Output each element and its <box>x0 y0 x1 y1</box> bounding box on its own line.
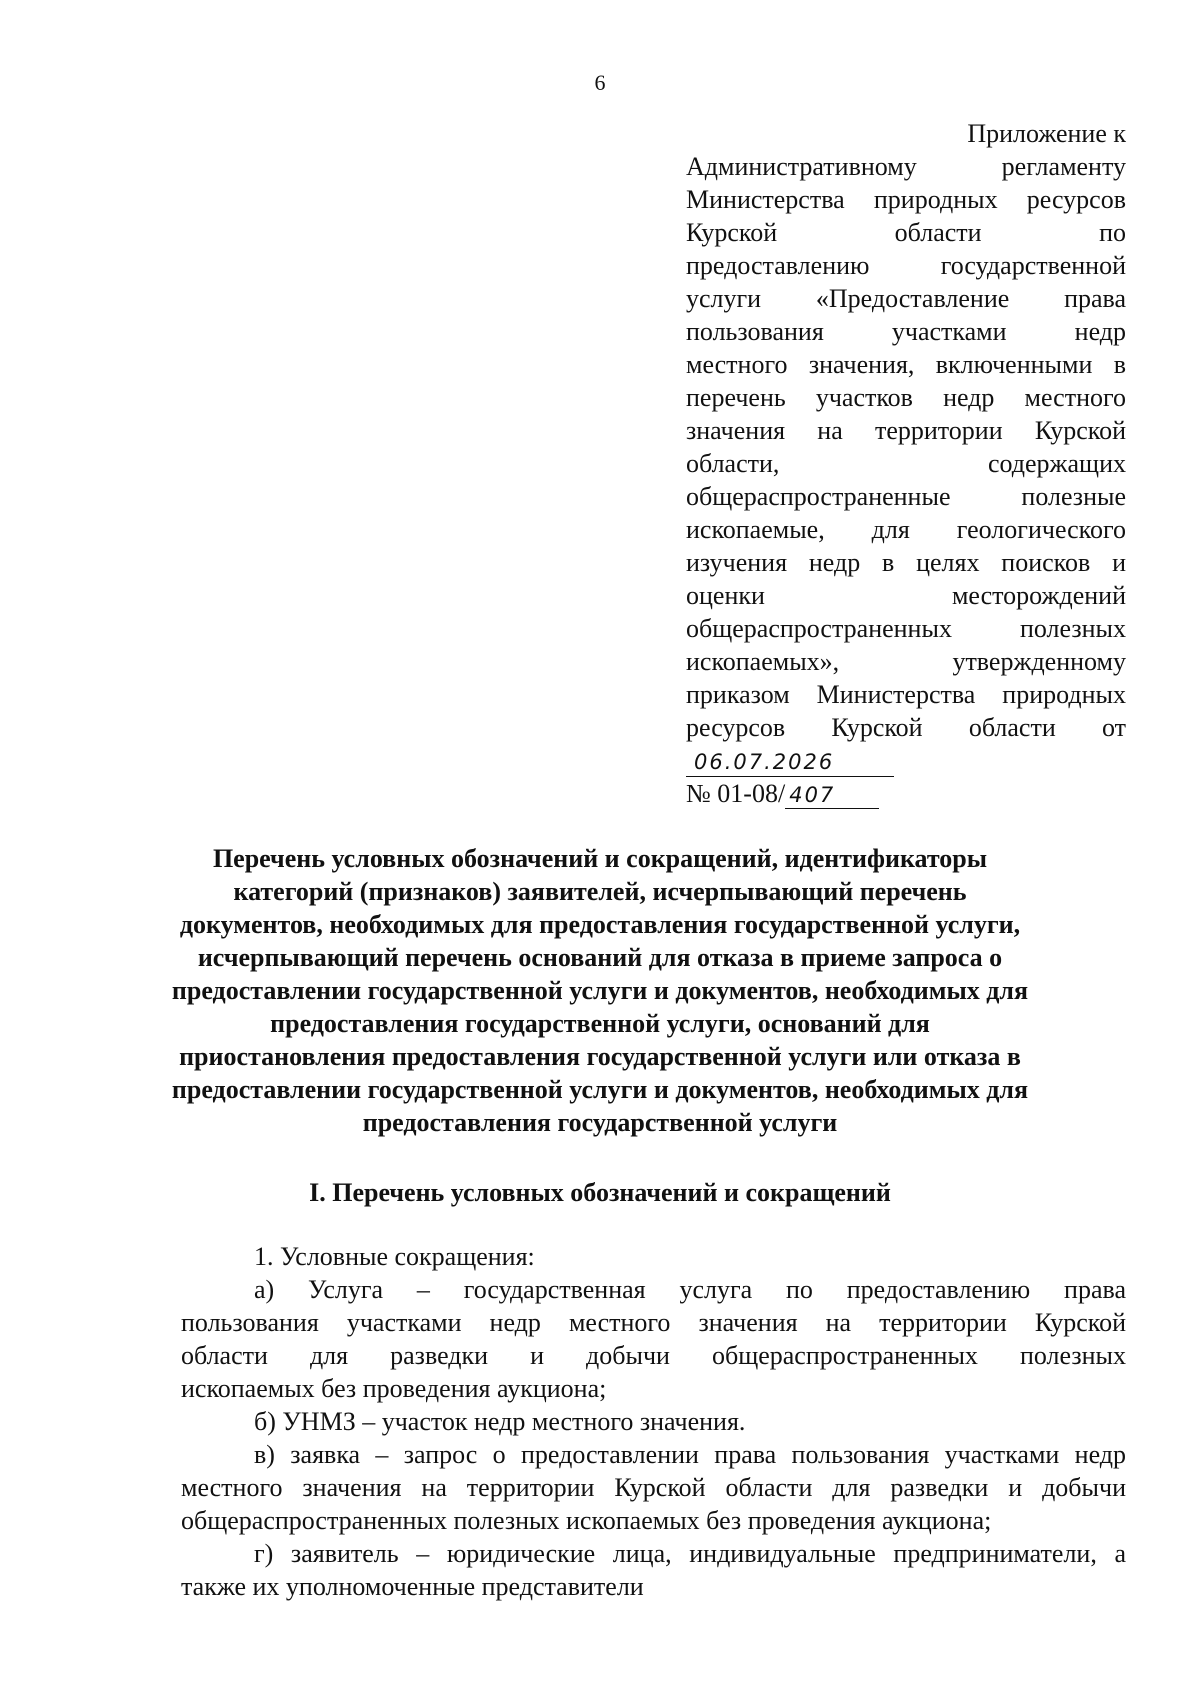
title-line: предоставления государственной услуги <box>362 1108 838 1137</box>
title-line: документов, необходимых для предоставления государственной услуги, <box>179 910 1021 939</box>
appendix-line: общераспространенных полезных <box>686 614 1126 643</box>
paragraph-v-line: общераспространенных полезных ископаемых без проведения аукциона; <box>181 1506 992 1535</box>
document-title <box>150 842 1050 1139</box>
title-line: Перечень условных обозначений и сокращений, идентификаторы <box>212 844 988 873</box>
appendix-line: Приложение к <box>967 119 1126 148</box>
appendix-line: значения на территории Курской <box>686 416 1126 445</box>
appendix-line: оценки месторождений <box>686 581 1126 610</box>
appendix-line: приказом Министерства природных <box>686 680 1126 709</box>
title-line: предоставлении государственной услуги и документов, необходимых для <box>171 976 1029 1005</box>
appendix-line: пользования участками недр <box>686 317 1126 346</box>
title-line: приостановления предоставления государственной услуги или отказа в <box>179 1042 1021 1071</box>
paragraph-v-line: в) заявка – запрос о предоставлении права пользования участками недр <box>254 1440 1126 1469</box>
title-line: категорий (признаков) заявителей, исчерпывающий перечень <box>233 877 967 906</box>
paragraph-a-line: пользования участками недр местного значения на территории Курской <box>181 1308 1126 1337</box>
appendix-line: ископаемых», утвержденному <box>686 647 1126 676</box>
page-number: 6 <box>594 70 606 95</box>
paragraph-a-line: области для разведки и добычи общераспространенных полезных <box>181 1341 1126 1370</box>
body-text <box>181 1240 1126 1603</box>
appendix-line: общераспространенные полезные <box>686 482 1126 511</box>
appendix-date-line <box>686 744 1126 777</box>
paragraph-item-1: 1. Условные сокращения: <box>254 1242 535 1271</box>
appendix-order-line <box>686 777 1126 810</box>
appendix-line: предоставлению государственной <box>686 251 1126 280</box>
paragraph-b: б) УНМЗ – участок недр местного значения. <box>254 1407 746 1436</box>
appendix-line: местного значения, включенными в <box>686 350 1126 379</box>
handwritten-order-number: 407 <box>785 782 879 809</box>
paragraph-g-line: также их уполномоченные представители <box>181 1572 644 1601</box>
handwritten-date: 06.07.2026 <box>686 748 894 777</box>
appendix-line: области, содержащих <box>686 449 1126 478</box>
order-number-prefix: № 01-08/ <box>686 779 786 808</box>
paragraph-g-line: г) заявитель – юридические лица, индивидуальные предприниматели, а <box>254 1539 1126 1568</box>
appendix-line: ископаемые, для геологического <box>686 515 1126 544</box>
appendix-line: Курской области по <box>686 218 1126 247</box>
appendix-line: услуги «Предоставление права <box>686 284 1126 313</box>
appendix-line: ресурсов Курской области от <box>686 713 1126 742</box>
appendix-line: Министерства природных ресурсов <box>686 185 1126 214</box>
appendix-line: изучения недр в целях поисков и <box>686 548 1126 577</box>
section-heading: I. Перечень условных обозначений и сокращений <box>309 1178 891 1207</box>
title-line: предоставления государственной услуги, оснований для <box>270 1009 930 1038</box>
title-line: предоставлении государственной услуги и документов, необходимых для <box>171 1075 1029 1104</box>
paragraph-a-line: ископаемых без проведения аукциона; <box>181 1374 607 1403</box>
paragraph-a-line: а) Услуга – государственная услуга по предоставлению права <box>254 1275 1126 1304</box>
appendix-line: перечень участков недр местного <box>686 383 1126 412</box>
appendix-block <box>686 117 1126 810</box>
title-line: исчерпывающий перечень оснований для отказа в приеме запроса о <box>197 943 1003 972</box>
paragraph-v-line: местного значения на территории Курской области для разведки и добычи <box>181 1473 1126 1502</box>
appendix-line: Административному регламенту <box>686 152 1126 181</box>
